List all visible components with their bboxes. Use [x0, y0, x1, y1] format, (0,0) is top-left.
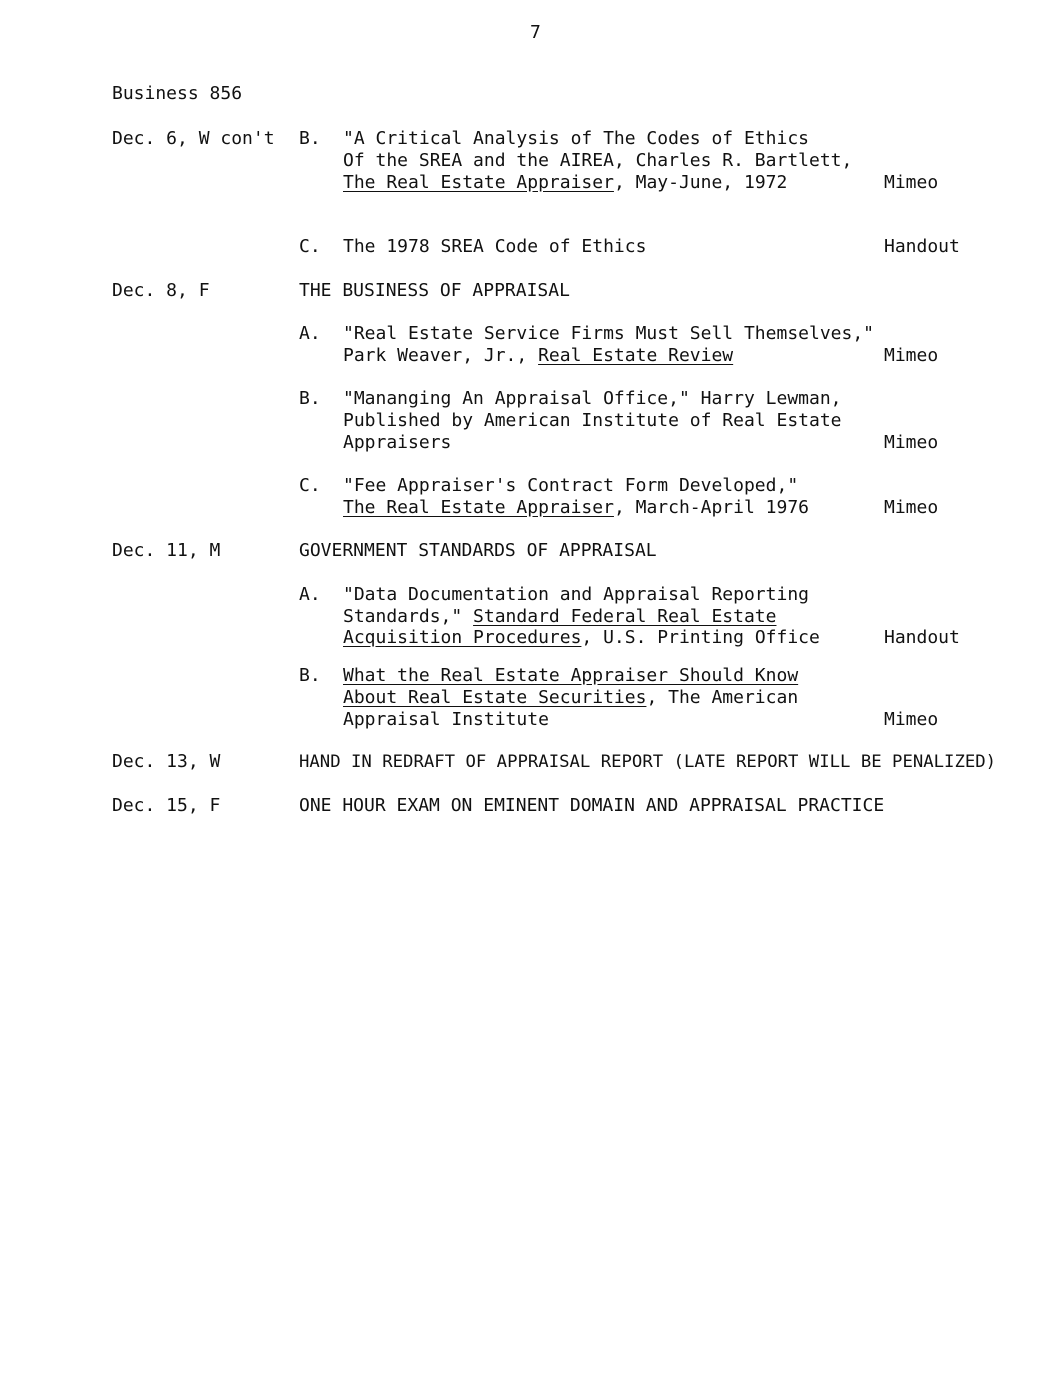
item-text-line	[343, 687, 798, 709]
item-letter: A.	[299, 584, 321, 605]
item-letter: B.	[299, 388, 321, 409]
date-dec-6: Dec. 6, W con't	[112, 128, 275, 149]
source-label: Handout	[884, 236, 960, 257]
section-heading: GOVERNMENT STANDARDS OF APPRAISAL	[299, 540, 657, 561]
item-text-line	[343, 627, 820, 649]
item-text-plain: Standards,"	[343, 606, 474, 627]
item-text-line: "Mananging An Appraisal Office," Harry Lewman,	[343, 388, 842, 409]
item-text-line	[343, 497, 809, 519]
source-label: Mimeo	[884, 709, 939, 730]
course-title: Business 856	[112, 83, 243, 104]
item-text-line: Published by American Institute of Real Estate	[343, 410, 842, 431]
publication-title: Real Estate Review	[538, 345, 734, 366]
section-heading: THE BUSINESS OF APPRAISAL	[299, 280, 570, 301]
publication-title: The Real Estate Appraiser	[343, 497, 614, 518]
page-number: 7	[530, 22, 541, 43]
item-letter: A.	[299, 323, 321, 344]
section-heading: HAND IN REDRAFT OF APPRAISAL REPORT (LATE REPORT WILL BE PENALIZED)	[299, 752, 997, 772]
item-text-line: "A Critical Analysis of The Codes of Ethics	[343, 128, 809, 149]
date-dec-15: Dec. 15, F	[112, 795, 221, 816]
date-dec-8: Dec. 8, F	[112, 280, 210, 301]
source-label: Mimeo	[884, 497, 939, 518]
item-text-line: "Fee Appraiser's Contract Form Developed,"	[343, 475, 799, 496]
source-label: Mimeo	[884, 345, 939, 366]
publication-title: What the Real Estate Appraiser Should Know	[343, 665, 799, 686]
item-text-rest: , U.S. Printing Office	[581, 627, 820, 648]
publication-title: The Real Estate Appraiser	[343, 172, 614, 193]
publication-title: Acquisition Procedures	[343, 627, 582, 648]
section-heading: ONE HOUR EXAM ON EMINENT DOMAIN AND APPRAISAL PRACTICE	[299, 795, 885, 816]
item-text-line	[343, 606, 776, 628]
item-letter: B.	[299, 665, 321, 686]
item-letter: B.	[299, 128, 321, 149]
source-label: Handout	[884, 627, 960, 648]
item-text-rest: , March-April 1976	[613, 497, 810, 518]
item-letter: C.	[299, 236, 321, 257]
source-label: Mimeo	[884, 172, 939, 193]
item-text-line	[343, 665, 798, 687]
item-letter: C.	[299, 475, 321, 496]
item-text-line	[343, 172, 787, 194]
item-text-plain: Park Weaver, Jr.,	[343, 345, 539, 366]
item-text-line: "Data Documentation and Appraisal Reporting	[343, 584, 809, 605]
item-text-line: "Real Estate Service Firms Must Sell Themselves,"	[343, 323, 875, 344]
item-text-rest: , The American	[646, 687, 799, 708]
item-text-line: Appraisers	[343, 432, 452, 453]
item-text-line: The 1978 SREA Code of Ethics	[343, 236, 647, 257]
item-text-line: Of the SREA and the AIREA, Charles R. Bartlett,	[343, 150, 853, 171]
date-dec-11: Dec. 11, M	[112, 540, 221, 561]
item-text-line: Appraisal Institute	[343, 709, 549, 730]
source-label: Mimeo	[884, 432, 939, 453]
item-text-rest: , May-June, 1972	[613, 172, 788, 193]
publication-title: Standard Federal Real Estate	[473, 606, 777, 627]
date-dec-13: Dec. 13, W	[112, 751, 221, 772]
publication-title: About Real Estate Securities	[343, 687, 647, 708]
item-text-line	[343, 345, 733, 367]
